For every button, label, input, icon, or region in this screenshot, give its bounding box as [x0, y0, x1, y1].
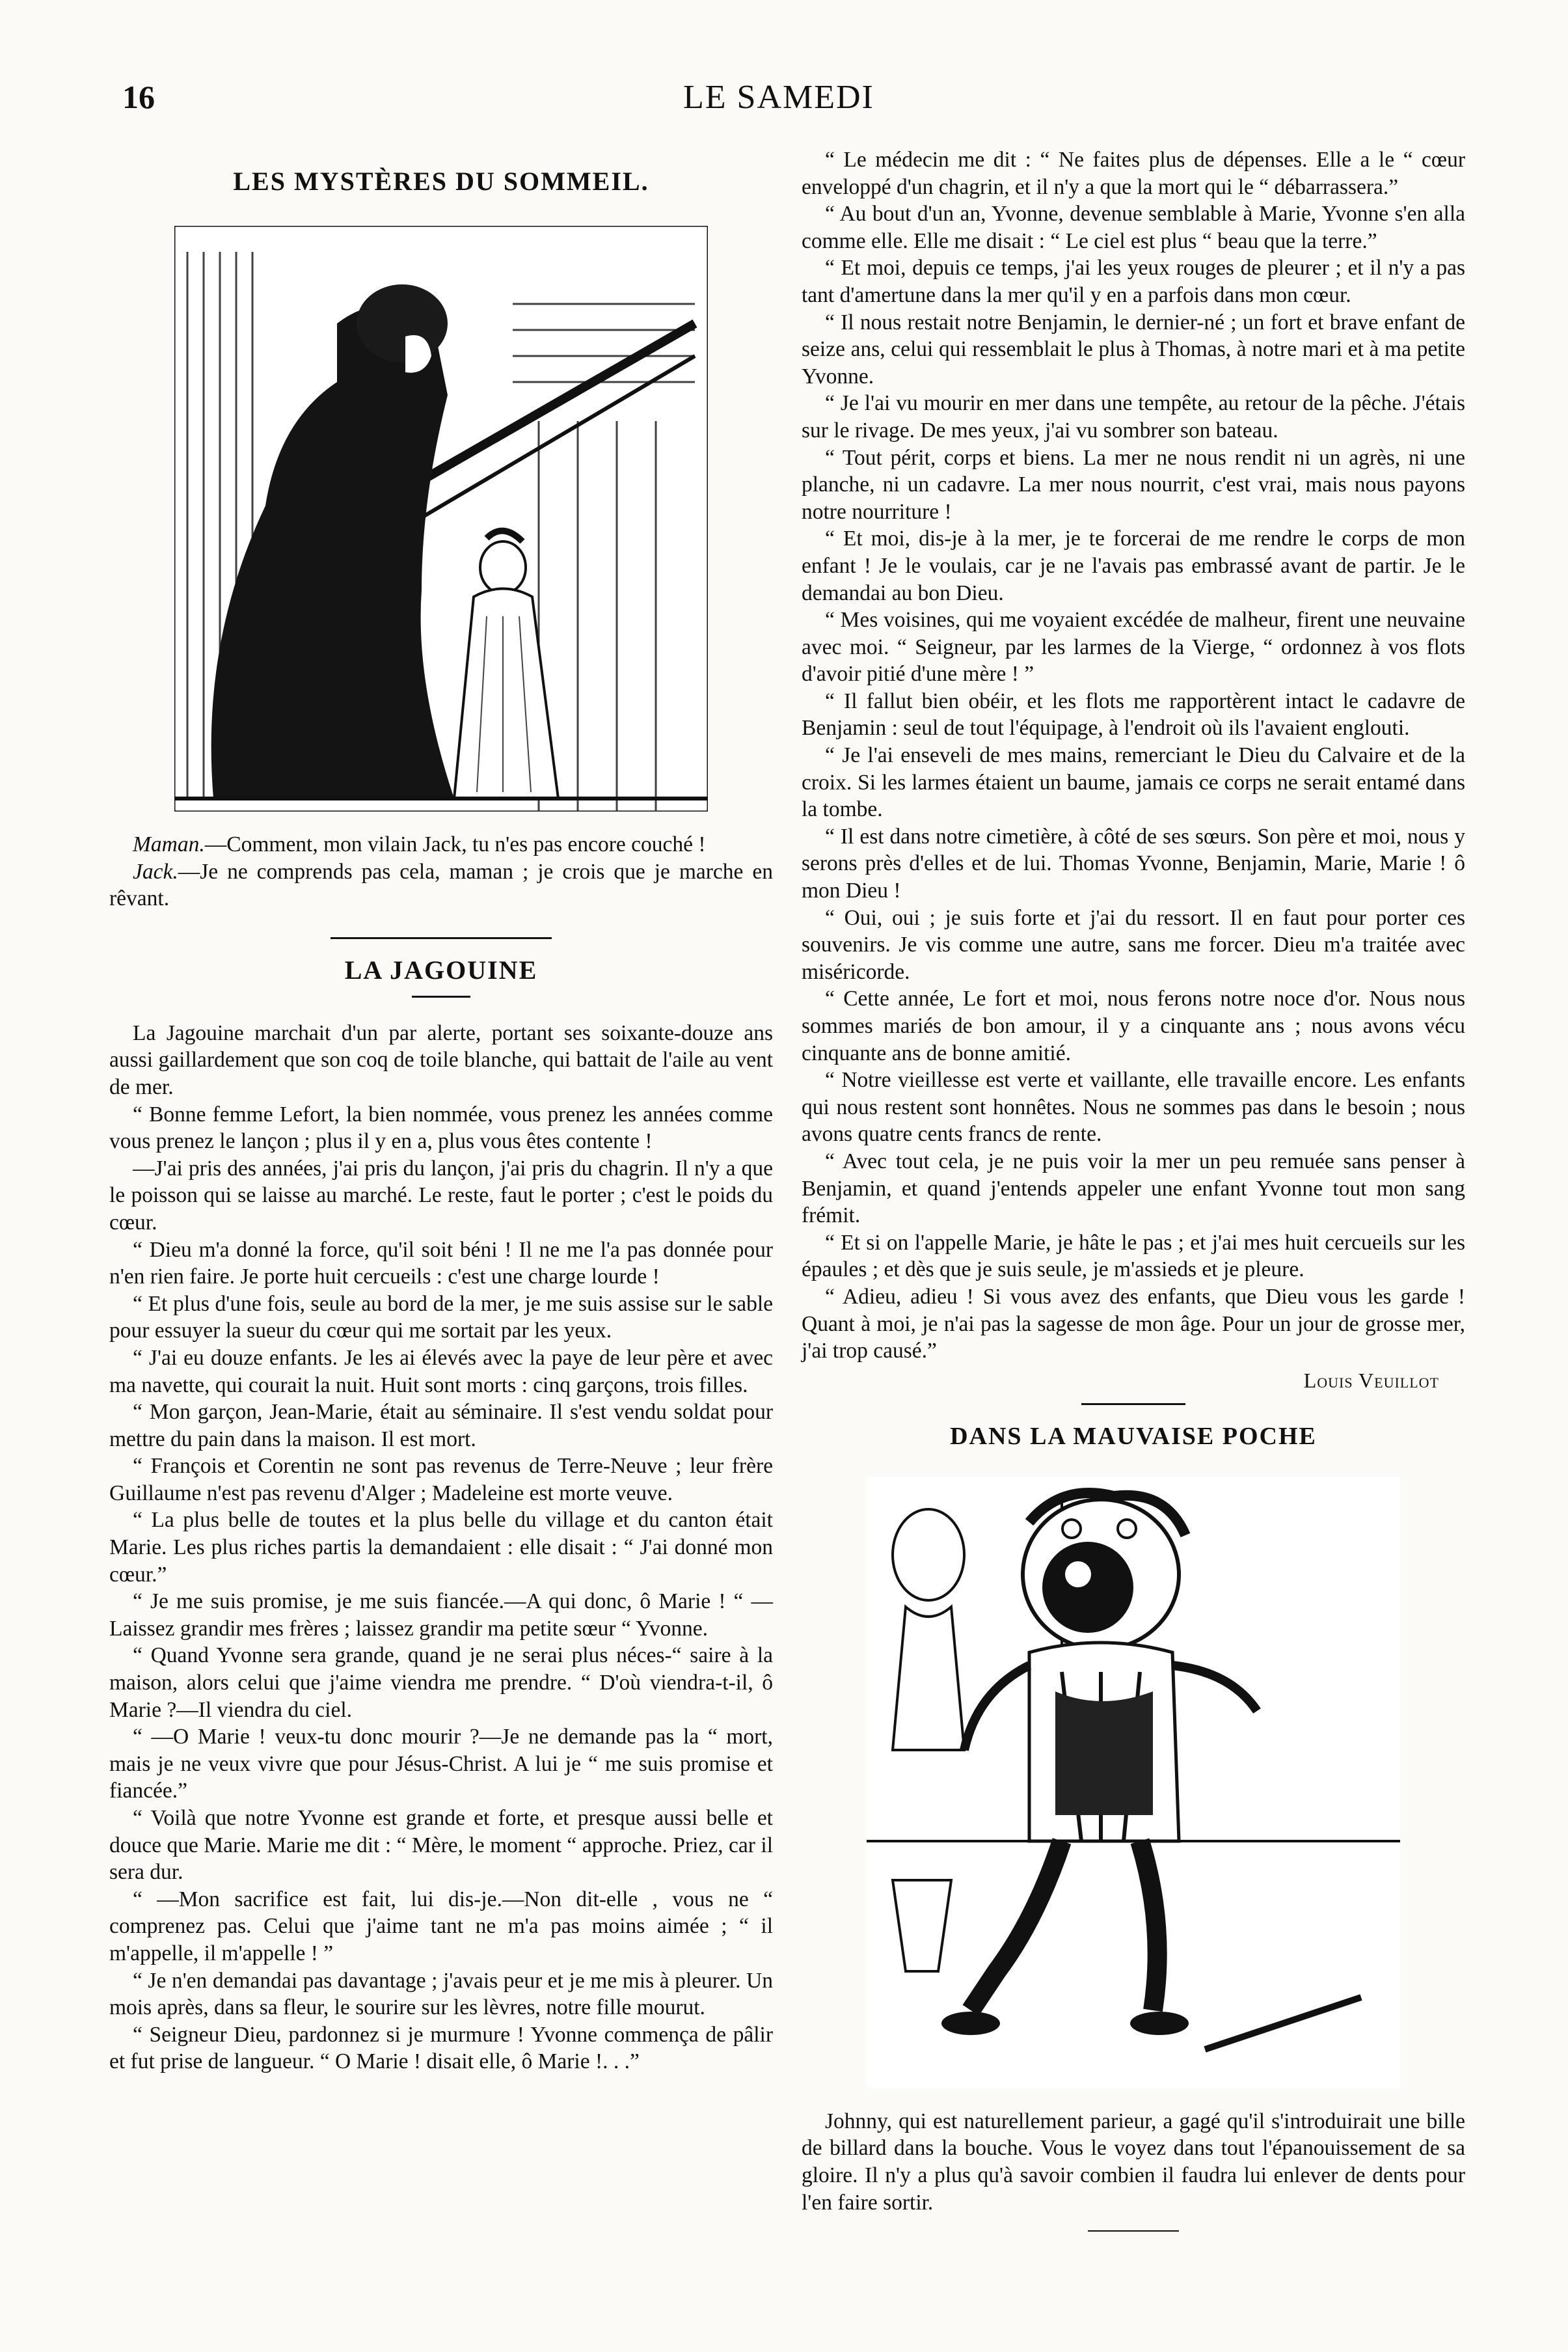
story-paragraph: “ Il fallut bien obéir, et les flots me rapportèrent intact le cadavre de Benjamin : seul de tout l'équipage, à l'endroit où ils l'avaient englouti.: [802, 689, 1465, 741]
pocket-caption: [802, 2108, 1465, 2216]
dialogue-line-jack: [109, 858, 773, 912]
story-text-left: [109, 1020, 773, 2075]
story-paragraph: “ Mon garçon, Jean-Marie, était au séminaire. Il s'est vendu soldat pour mettre du pain dans la maison. Il est mort.: [109, 1400, 773, 1451]
pocket-section-title: DANS LA MAUVAISE POCHE: [950, 1422, 1317, 1450]
story-paragraph: “ Avec tout cela, je ne puis voir la mer un peu remuée sans penser à Benjamin, et quand j'entends appeler une enfant Yvonne tout mon sang frémit.: [802, 1149, 1465, 1228]
section-divider: [1081, 1403, 1185, 1405]
speaker-maman: Maman.: [133, 832, 205, 856]
story-paragraph: “ Dieu m'a donné la force, qu'il soit béni ! Il ne me l'a pas donnée pour n'en rien faire. Je porte huit cercueils : c'est une charge lourde !: [109, 1237, 773, 1289]
story-paragraph: “ La plus belle de toutes et la plus belle du village et du canton était Marie. Les plus riches partis la demandaient : elle disait : “ J'ai donné mon cœur.”: [109, 1508, 773, 1587]
story-text-right: [802, 146, 1465, 1365]
section-divider: [331, 937, 552, 939]
story-paragraph: “ Notre vieillesse est verte et vaillante, elle travaille encore. Les enfants qui nous restent sont honnêtes. Nous ne sommes pas dans le besoin ; nous avons quatre cents francs de rente.: [802, 1068, 1465, 1147]
line-maman: —Comment, mon vilain Jack, tu n'es pas encore couché !: [204, 832, 706, 856]
story-paragraph: “ Bonne femme Lefort, la bien nommée, vous prenez les années comme vous prenez le lançon ; plus il y en a, plus vous êtes contente !: [109, 1102, 773, 1154]
left-column: [109, 146, 773, 2075]
story-paragraph: “ Le médecin me dit : “ Ne faites plus de dépenses. Elle a le “ cœur enveloppé d'un chagrin, et il n'y a que la mort qui le “ débarrassera.”: [802, 148, 1465, 199]
mother-and-child-illustration: [174, 226, 708, 812]
line-jack: —Je ne comprends pas cela, maman ; je crois que je marche en rêvant.: [109, 859, 773, 911]
story-paragraph: “ Voilà que notre Yvonne est grande et forte, et presque aussi belle et douce que Marie. Marie me dit : “ Mère, le moment “ approche. Priez, car il sera dur.: [109, 1806, 773, 1885]
title-underline: [412, 996, 470, 998]
story-title: LA JAGOUINE: [344, 955, 538, 985]
dialogue-line-maman: [109, 831, 773, 858]
journal-title: LE SAMEDI: [683, 79, 874, 116]
story-paragraph: “ Je me suis promise, je me suis fiancée.—A qui donc, ô Marie ! “ —Laissez grandir mes frères ; laissez grandir ma petite sœur “ Yvonne.: [109, 1589, 773, 1641]
story-paragraph: “ Et moi, dis-je à la mer, je te forcerai de me rendre le corps de mon enfant ! Je le voulais, car je ne l'avais pas embrassé avant de partir. Je le demandai au bon Dieu.: [802, 526, 1465, 605]
story-paragraph: —J'ai pris des années, j'ai pris du lançon, j'ai pris du chagrin. Il n'y a que le poisson qui se laisse au marché. Le reste, faut le porter ; c'est le poids du cœur.: [109, 1156, 773, 1235]
story-paragraph: “ Et moi, depuis ce temps, j'ai les yeux rouges de pleurer ; et il n'y a pas tant d'amertune dans la mer qu'il y en a parfois dans mon cœur.: [802, 256, 1465, 307]
story-paragraph: “ Je l'ai vu mourir en mer dans une tempête, au retour de la pêche. J'étais sur le rivage. De mes yeux, j'ai vu sombrer son bateau.: [802, 391, 1465, 443]
story-paragraph: “ Tout périt, corps et biens. La mer ne nous rendit ni un agrès, ni une planche, ni un cadavre. La mer nous nourrit, c'est vrai, mais nous payons notre nourriture !: [802, 445, 1465, 524]
sleep-caption: [109, 831, 773, 912]
right-column: [802, 146, 1465, 2232]
pocket-caption-text: Johnny, qui est naturellement parieur, a gagé qu'il s'introduirait une bille de billard dans la bouche. Vous le voyez dans tout l'épanouissement de sa gloire. Il n'y a plus qu'à savoir combien il faudra lui enlever de dents pour l'en faire sortir.: [802, 2109, 1465, 2215]
end-rule: [1088, 2230, 1179, 2232]
story-paragraph: “ —Mon sacrifice est fait, lui dis-je.—Non dit-elle , vous ne “ comprenez pas. Celui que j'aime tant ne m'a pas moins aimée ; “ il m'appelle, il m'appelle ! ”: [109, 1887, 773, 1965]
story-paragraph: “ Je n'en demandai pas davantage ; j'avais peur et je me mis à pleurer. Un mois après, dans sa fleur, le sourire sur les lèvres, notre fille mourut.: [109, 1968, 773, 2020]
story-paragraph: “ Oui, oui ; je suis forte et j'ai du ressort. Il en faut pour porter ces souvenirs. Je vis comme une autre, sans me forcer. Dieu m'a traitée avec miséricorde.: [802, 905, 1465, 984]
story-paragraph: “ Quand Yvonne sera grande, quand je ne serai plus néces-“ saire à la maison, alors celui que j'aime viendra me prendre. “ D'où viendra-t-il, ô Marie ?—Il viendra du ciel.: [109, 1643, 773, 1722]
story-paragraph: “ François et Corentin ne sont pas revenus de Terre-Neuve ; leur frère Guillaume n'est pas revenu d'Alger ; Madeleine est morte veuve.: [109, 1454, 773, 1505]
story-paragraph: “ Adieu, adieu ! Si vous avez des enfants, que Dieu vous les garde ! Quant à moi, je n'ai pas la sagesse de mon âge. Pour un jour de grosse mer, j'ai trop causé.”: [802, 1284, 1465, 1363]
story-paragraph: “ Je l'ai enseveli de mes mains, remerciant le Dieu du Calvaire et de la croix. Si les larmes étaient un baume, jamais ce corps ne serait entamé dans la tombe.: [802, 743, 1465, 822]
story-paragraph: “ J'ai eu douze enfants. Je les ai élevés avec la paye de leur père et avec ma navette, qui courait la nuit. Huit sont morts : cinq garçons, trois filles.: [109, 1345, 773, 1397]
sleep-section-title: LES MYSTÈRES DU SOMMEIL.: [233, 167, 649, 196]
story-paragraph: “ Il est dans notre cimetière, à côté de ses sœurs. Son père et moi, nous y serons près d'elles et de lui. Thomas Yvonne, Benjamin, Marie, Marie ! ô mon Dieu !: [802, 824, 1465, 903]
story-paragraph: “ Il nous restait notre Benjamin, le dernier-né ; un fort et brave enfant de seize ans, celui qui ressemblait le plus à Thomas, à notre mari et à ma petite Yvonne.: [802, 310, 1465, 389]
author-signature: Louis Veuillot: [1303, 1368, 1439, 1392]
story-paragraph: “ Cette année, Le fort et moi, nous ferons notre noce d'or. Nous nous sommes mariés de bon amour, il y a cinquante ans ; nous avons vécu cinquante ans de bonne amitié.: [802, 987, 1465, 1065]
story-paragraph: La Jagouine marchait d'un par alerte, portant ses soixante-douze ans aussi gaillardement que son coq de toile blanche, qui battait de l'aile au vent de mer.: [109, 1020, 773, 1099]
story-paragraph: “ Seigneur Dieu, pardonnez si je murmure ! Yvonne commença de pâlir et fut prise de langueur. “ O Marie ! disait elle, ô Marie !. . .”: [109, 2022, 773, 2074]
page-number: 16: [122, 79, 155, 115]
speaker-jack: Jack.: [133, 859, 178, 884]
story-paragraph: “ Mes voisines, qui me voyaient excédée de malheur, firent une neuvaine avec moi. “ Seigneur, par les larmes de la Vierge, “ ordonnez à vos flots d'avoir pitié d'une mère ! ”: [802, 608, 1465, 687]
billiard-ball-boy-illustration: [867, 1477, 1400, 2088]
story-paragraph: “ Et plus d'une fois, seule au bord de la mer, je me suis assise sur le sable pour essuyer la sueur du cœur qui me sortait par les yeux.: [109, 1291, 773, 1343]
story-paragraph: “ —O Marie ! veux-tu donc mourir ?—Je ne demande pas la “ mort, mais je ne veux vivre que pour Jésus-Christ. A lui je “ me suis promise et fiancée.”: [109, 1725, 773, 1803]
story-paragraph: “ Au bout d'un an, Yvonne, devenue semblable à Marie, Yvonne s'en alla comme elle. Elle me disait : “ Le ciel est plus “ beau que la terre.”: [802, 202, 1465, 253]
story-paragraph: “ Et si on l'appelle Marie, je hâte le pas ; et j'ai mes huit cercueils sur les épaules ; et dès que je suis seule, je m'assieds et je pleure.: [802, 1230, 1465, 1282]
